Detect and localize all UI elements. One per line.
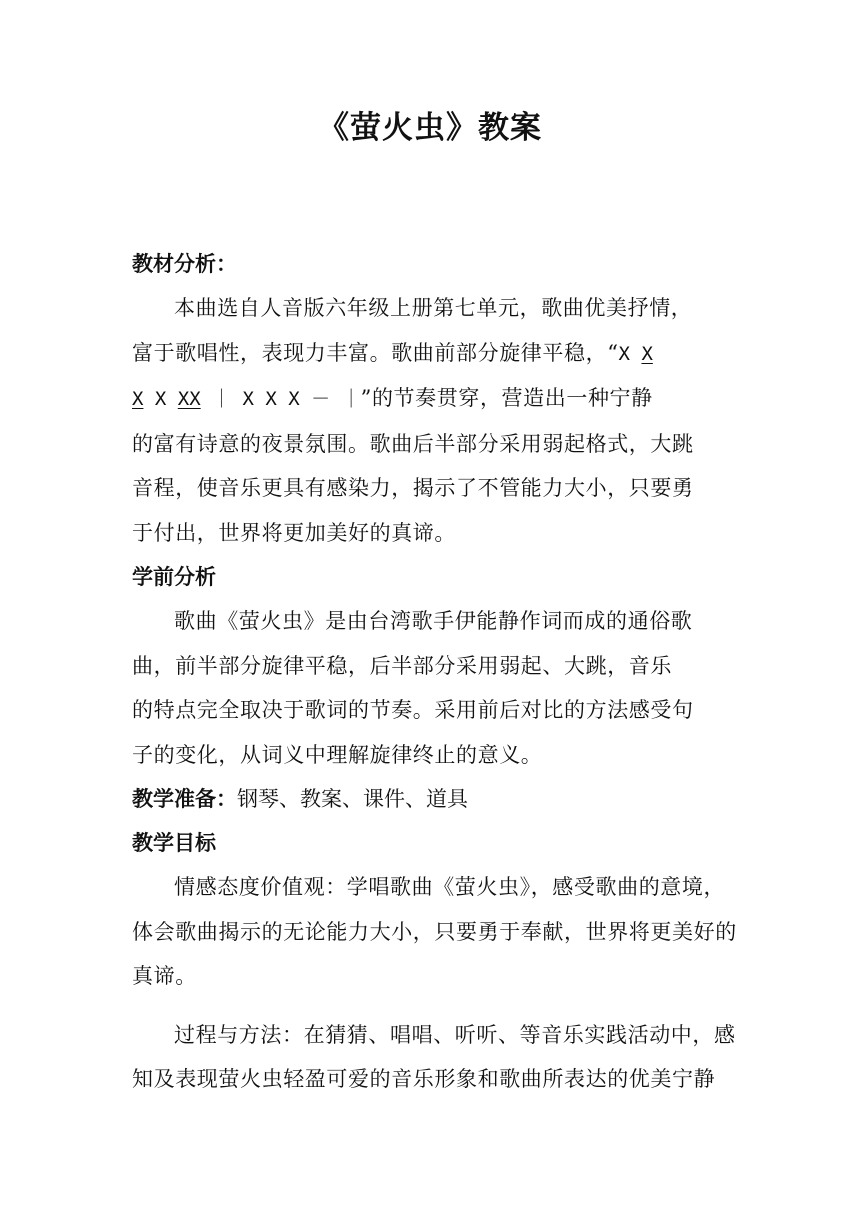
material-line-4: 的富有诗意的夜景氛围。歌曲后半部分采用弱起格式，大跳 xyxy=(132,431,694,456)
learning-line-3: 的特点完全取决于歌词的节奏。采用前后对比的方法感受句 xyxy=(132,698,694,722)
objective-process-line-1: 过程与方法：在猜猜、唱唱、听听、等音乐实践活动中，感 xyxy=(174,1022,736,1047)
rhythm-notation-underlined: X xyxy=(132,388,144,410)
document-body xyxy=(132,242,737,1102)
objective-process-line-2: 知及表现萤火虫轻盈可爱的音乐形象和歌曲所表达的优美宁静 xyxy=(132,1067,716,1091)
heading-material-analysis: 教材分析： xyxy=(132,252,237,276)
rhythm-notation-underlined: XX xyxy=(177,388,201,410)
objective-emotion-line-1: 情感态度价值观：学唱歌曲《萤火虫》，感受歌曲的意境， xyxy=(174,875,726,899)
material-line-6: 于付出，世界将更加美好的真谛。 xyxy=(132,520,456,545)
learning-line-2: 曲，前半部分旋律平稳，后半部分采用弱起、大跳，音乐 xyxy=(132,653,672,678)
rhythm-notation-underlined: X xyxy=(641,342,653,365)
rhythm-notation-part: X xyxy=(618,342,642,365)
material-line-5: 音程，使音乐更具有感染力，揭示了不管能力大小，只要勇 xyxy=(132,476,694,500)
preparation-text: 钢琴、教案、课件、道具 xyxy=(237,787,468,811)
material-line-1: 本曲选自人音版六年级上册第七单元，歌曲优美抒情， xyxy=(174,296,693,320)
document-title: 《萤火虫》教案 xyxy=(318,110,542,146)
material-line-2-text: 富于歌唱性，表现力丰富。歌曲前部分旋律平稳，“ xyxy=(132,340,619,365)
heading-learning-analysis: 学前分析 xyxy=(132,565,216,589)
heading-objectives: 教学目标 xyxy=(132,831,216,855)
material-line-2 xyxy=(132,331,732,377)
learning-line-1: 歌曲《萤火虫》是由台湾歌手伊能静作词而成的通俗歌 xyxy=(174,609,693,633)
rhythm-notation-part: ｜ X X X － ｜ xyxy=(200,388,361,410)
material-line-3-text: ”的节奏贯穿，营造出一种宁静 xyxy=(360,386,653,410)
rhythm-notation-part: X xyxy=(143,388,178,410)
learning-line-4: 子的变化，从词义中理解旋律终止的意义。 xyxy=(132,742,543,767)
objective-emotion-line-3: 真谛。 xyxy=(132,964,197,988)
material-line-3 xyxy=(132,376,732,422)
objective-emotion-line-2: 体会歌曲揭示的无论能力大小，只要勇于奉献，世界将更美好的 xyxy=(132,919,737,944)
preparation-label: 教学准备： xyxy=(132,787,237,811)
heading-preparation xyxy=(132,777,732,821)
